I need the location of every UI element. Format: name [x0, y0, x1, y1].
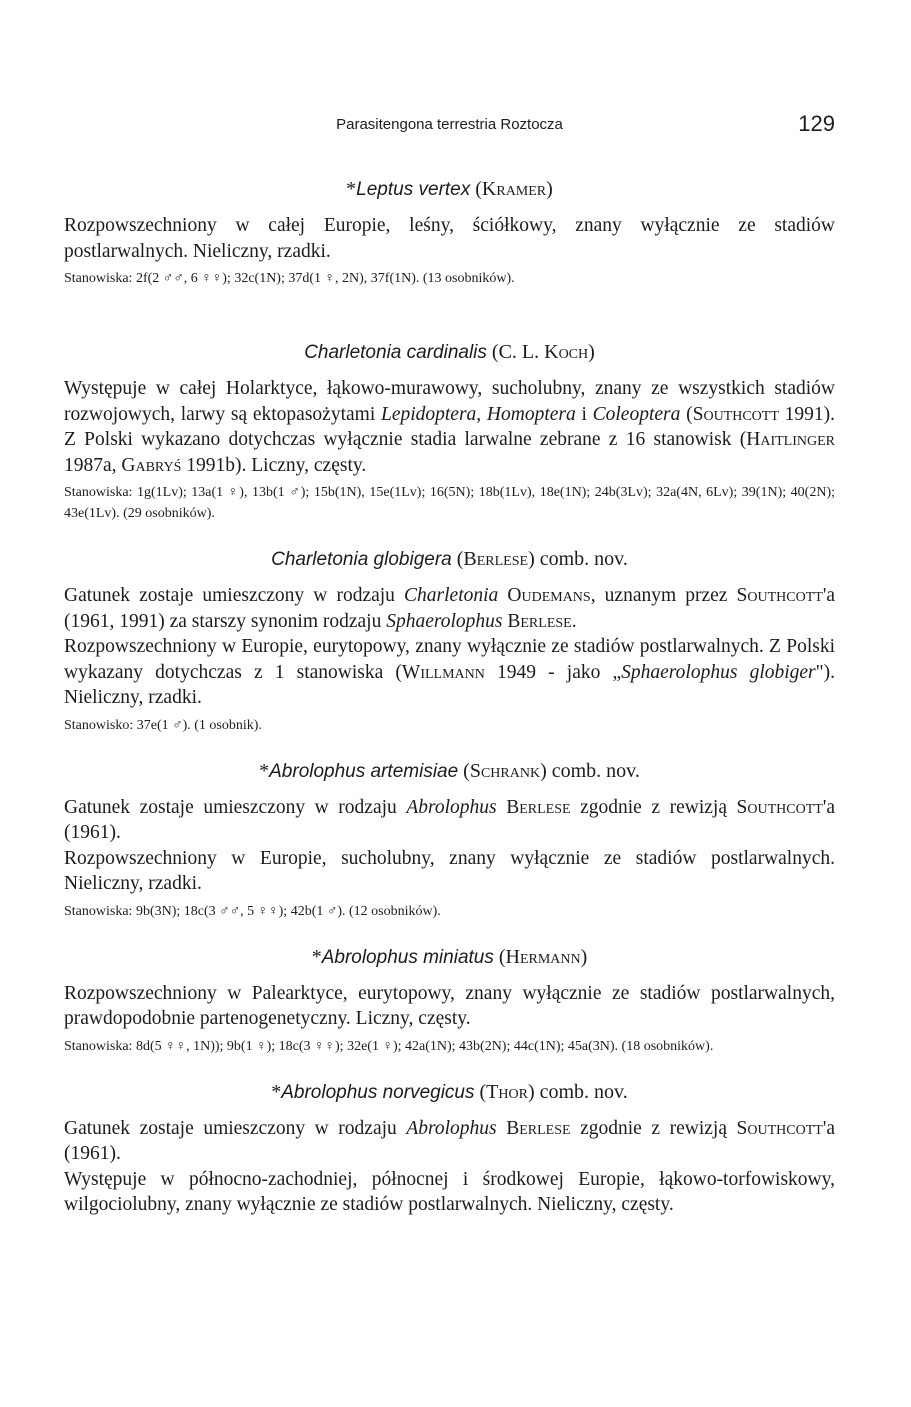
nomenclature-note: comb. nov.: [551, 759, 640, 782]
species-heading: [64, 546, 835, 573]
author-ref: Southcott: [692, 403, 779, 425]
text-run: 1987a,: [64, 454, 122, 476]
species-entry-charletonia-globigera: [64, 546, 835, 736]
taxon-ref: Abrolophus: [406, 796, 497, 818]
text-run: zgodnie z rewizją: [570, 1117, 737, 1139]
author-ref: Oudemans: [498, 585, 591, 606]
text-run: Gatunek zostaje umieszczony w rodzaju: [64, 1117, 407, 1139]
species-heading: [64, 758, 835, 785]
sites-list: Stanowiska: 9b(3N); 18c(3 ♂♂, 5 ♀♀); 42b(1 ♂). (12 osobników).: [64, 903, 441, 919]
text-run: Występuje w całej Holarktyce, łąkowo-murawowy, sucholubny, znany ze wszystkich stadiów rozwojowych, larwy są ektopasożytami: [64, 378, 835, 425]
species-heading: [64, 1079, 835, 1106]
taxon-ref: Lepidoptera, Homoptera: [380, 403, 576, 425]
taxon-name: Charletonia globigera: [271, 549, 452, 570]
text-run: i: [575, 403, 593, 425]
species-entry-abrolophus-artemisiae: [64, 758, 835, 922]
description-paragraph: [64, 1116, 835, 1167]
taxon-ref: Coleoptera: [592, 403, 681, 425]
text-run: 1991). Z Polski wykazano dotychczas wyłącznie stadia larwalne zebrane z 16 stanowisk (: [64, 403, 835, 450]
sites-list: Stanowiska: 8d(5 ♀♀, 1N)); 9b(1 ♀); 18c(3 ♀♀); 32e(1 ♀); 42a(1N); 43b(2N); 44c(1N); 45a(3N). (18 osobników).: [64, 1038, 714, 1054]
sites-list: Stanowisko: 37e(1 ♂). (1 osobnik).: [64, 717, 262, 733]
star-marker: *: [311, 945, 322, 968]
text-run: zgodnie z rewizją: [570, 796, 737, 818]
description-paragraph: [64, 634, 835, 711]
star-marker: *: [259, 759, 270, 782]
text-run: Gatunek zostaje umieszczony w rodzaju: [64, 585, 405, 606]
sites-list: Stanowiska: 1g(1Lv); 13a(1 ♀), 13b(1 ♂); 15b(1N), 15e(1Lv); 16(5N); 18b(1Lv), 18e(1N); 24b(3Lv); 32a(4N, 6Lv); 39(1N); 40(2N); 43e(1Lv). (29 osobników).: [64, 485, 835, 521]
taxon-name: Abrolophus miniatus: [321, 946, 494, 968]
nomenclature-note: comb. nov.: [539, 1080, 628, 1103]
description-paragraph: Rozpowszechniony w Palearktyce, eurytopowy, znany wyłącznie ze stadiów postlarwalnych, prawdopodobnie partenogenetyczny. Liczny, częsty.: [64, 982, 835, 1029]
star-marker: *: [271, 1080, 282, 1103]
species-entry-leptus-vertex: [64, 176, 835, 289]
author-ref: Berlese: [496, 796, 571, 818]
species-entry-charletonia-cardinalis: [64, 339, 835, 524]
text-run: 'a (1961, 1991) za starszy synonim rodzaju: [64, 585, 835, 632]
description-paragraph: [64, 376, 835, 478]
text-run: 'a (1961).: [64, 1117, 835, 1164]
text-run: Gatunek zostaje umieszczony w rodzaju: [64, 796, 407, 818]
species-heading: [64, 339, 835, 366]
taxon-author: (Berlese): [456, 548, 535, 570]
taxon-author: (Kramer): [475, 178, 553, 200]
taxon-ref: Sphaerolophus globiger: [621, 661, 816, 683]
description-paragraph: [64, 583, 835, 634]
taxon-ref: Abrolophus: [406, 1117, 497, 1139]
author-ref: Willmann: [401, 661, 485, 683]
species-heading: [64, 176, 835, 203]
description-paragraph: Rozpowszechniony w Europie, sucholubny, znany wyłącznie ze stadiów postlarwalnych. Nieliczny, rzadki.: [64, 847, 835, 894]
taxon-ref: Charletonia: [404, 585, 499, 606]
species-entry-abrolophus-norvegicus: [64, 1079, 835, 1218]
author-ref: Berlese: [502, 610, 572, 632]
text-run: 'a (1961).: [64, 796, 835, 843]
star-marker: *: [346, 178, 357, 200]
nomenclature-note: comb. nov.: [539, 548, 628, 570]
text-run: "). Nieliczny, rzadki.: [64, 661, 835, 708]
text-run: .: [571, 610, 577, 632]
taxon-author: (Thor): [479, 1080, 535, 1103]
taxon-name: Leptus vertex: [356, 179, 471, 200]
author-ref: Southcott: [736, 796, 823, 818]
author-ref: Southcott: [736, 585, 823, 606]
species-entry-abrolophus-miniatus: [64, 944, 835, 1057]
description-paragraph: Występuje w północno-zachodniej, północnej i środkowej Europie, łąkowo-torfowiskowy, wilgociolubny, znany wyłącznie ze stadiów postlarwalnych. Nieliczny, częsty.: [64, 1168, 835, 1215]
author-ref: Berlese: [496, 1117, 571, 1139]
taxon-name: Abrolophus artemisiae: [269, 760, 459, 782]
author-ref: Haitlinger: [746, 429, 835, 450]
taxon-name: Abrolophus norvegicus: [281, 1081, 475, 1103]
taxon-author: (Hermann): [498, 945, 588, 968]
taxon-author: (C. L. Koch): [491, 341, 595, 363]
page-header: [64, 111, 835, 142]
author-ref: Southcott: [736, 1117, 823, 1139]
page-number: 129: [798, 111, 835, 136]
text-run: Rozpowszechniony w Europie, eurytopowy, znany wyłącznie ze stadiów postlarwalnych. Z Polski wykazany dotychczas z 1 stanowiska (: [64, 636, 835, 683]
sites-list: Stanowiska: 2f(2 ♂♂, 6 ♀♀); 32c(1N); 37d(1 ♀, 2N), 37f(1N). (13 osobników).: [64, 271, 515, 286]
page-content: [64, 176, 835, 1240]
taxon-ref: Sphaerolophus: [386, 610, 503, 632]
author-ref: Gabryś: [121, 454, 182, 476]
description-paragraph: [64, 795, 835, 846]
species-heading: [64, 944, 835, 971]
taxon-name: Charletonia cardinalis: [304, 342, 487, 363]
text-run: , uznanym przez: [590, 585, 737, 606]
taxon-author: (Schrank): [463, 759, 547, 782]
text-run: 1991b). Liczny, częsty.: [181, 454, 367, 476]
description-paragraph: Rozpowszechniony w całej Europie, leśny, ściółkowy, znany wyłącznie ze stadiów postlarwalnych. Nieliczny, rzadki.: [64, 215, 835, 262]
text-run: 1949 - jako „: [484, 661, 622, 683]
running-head: Parasitengona terrestria Roztocza: [336, 116, 563, 133]
text-run: (: [680, 403, 693, 425]
